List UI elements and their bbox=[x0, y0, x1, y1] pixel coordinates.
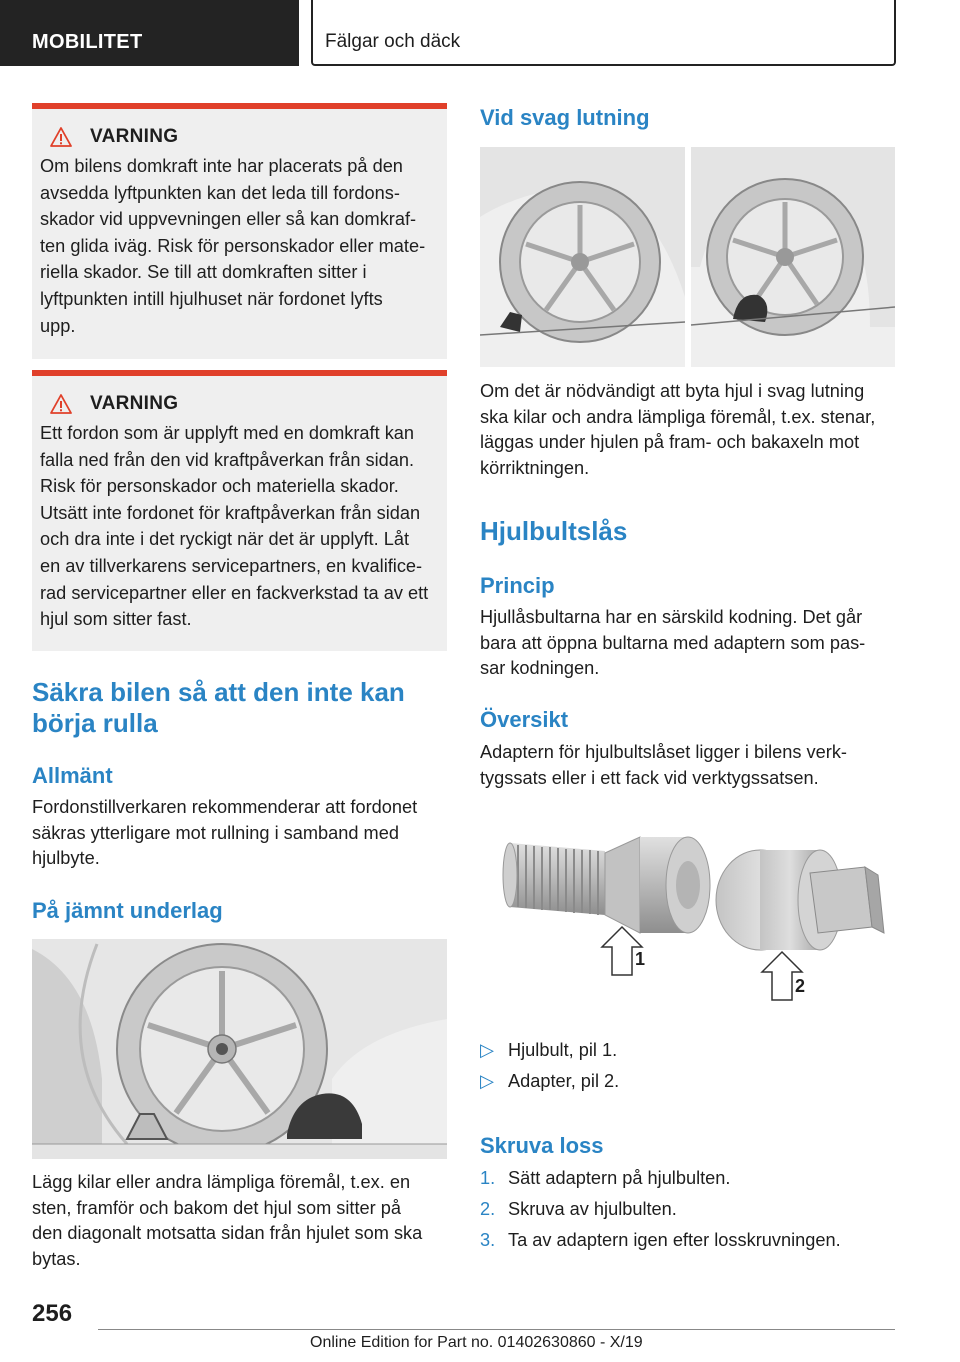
warning-triangle-icon bbox=[50, 394, 72, 414]
text-line: Om bilens domkraft inte har placerats på den bbox=[40, 156, 403, 176]
list-item-text: Adapter, pil 2. bbox=[508, 1071, 620, 1091]
list-item-text: Hjulbult, pil 1. bbox=[508, 1040, 618, 1060]
heading-principle: Princip bbox=[480, 573, 555, 598]
text-line: säkras ytterligare mot rullning i samband med bbox=[32, 822, 399, 843]
heading-overview: Översikt bbox=[480, 707, 569, 732]
text-line: tygssats eller i ett fack vid verktygssatsen. bbox=[480, 767, 819, 788]
heading-general: Allmänt bbox=[32, 763, 113, 788]
list-item bbox=[480, 1066, 619, 1097]
text-line: Lägg kilar eller andra lämpliga föremål, t.ex. en bbox=[32, 1172, 411, 1192]
text-line: läggas under hjulen på fram- och bakaxeln mot bbox=[480, 432, 860, 452]
list-item bbox=[480, 1194, 841, 1225]
title-line: Säkra bilen så att den inte kan bbox=[32, 677, 405, 707]
text-line: Risk för personskador och materiella skador. bbox=[40, 476, 399, 497]
text-line: den diagonalt motsatta sidan från hjulet som ska bbox=[32, 1223, 423, 1243]
text-line: avsedda lyftpunkten kan det leda till fordons- bbox=[40, 182, 400, 203]
text-line: och dra inte i det ryckigt när det är upplyft. Låt bbox=[40, 529, 409, 550]
paragraph-overview bbox=[480, 740, 847, 791]
text-line: bara att öppna bultarna med adaptern som pas- bbox=[480, 632, 866, 653]
text-line: skador vid uppvevningen eller så kan domkraf- bbox=[40, 209, 417, 230]
triangle-marker-icon: ▷ bbox=[480, 1071, 494, 1091]
figure-wheel-flat-ground bbox=[32, 939, 447, 1159]
warning-triangle-icon bbox=[50, 127, 72, 147]
list-item-text: Sätt adaptern på hjulbulten. bbox=[508, 1168, 731, 1188]
warning-title-text: VARNING bbox=[90, 393, 179, 414]
steps-list bbox=[480, 1163, 841, 1256]
paragraph-flat-ground bbox=[32, 1170, 422, 1272]
text-line: Fordonstillverkaren rekommenderar att fordonet bbox=[32, 797, 418, 817]
text-line: Utsätt inte fordonet för kraftpåverkan från sidan bbox=[40, 502, 421, 523]
list-item bbox=[480, 1163, 841, 1194]
text-line: Om det är nödvändigt att byta hjul i svag lutning bbox=[480, 381, 865, 401]
warning-title-text: VARNING bbox=[90, 126, 179, 147]
text-line: Ett fordon som är upplyft med en domkraft kan bbox=[40, 423, 415, 443]
text-line: Adaptern för hjulbultslåset ligger i bilens verk- bbox=[480, 742, 847, 762]
text-line: lyftpunkten intill hjulhuset när fordonet lyfts bbox=[40, 288, 383, 309]
text-line: hjulbyte. bbox=[32, 848, 100, 868]
page-number: 256 bbox=[32, 1300, 73, 1327]
text-line: sten, framför och bakom det hjul som sitter på bbox=[32, 1197, 401, 1218]
callout-bolt: 1 bbox=[635, 949, 646, 969]
heading-slight-slope: Vid svag lutning bbox=[480, 105, 650, 130]
text-line: ten glida iväg. Risk för personskador eller mate- bbox=[40, 235, 426, 256]
figure-wheels-slope bbox=[480, 147, 895, 367]
paragraph-slight-slope bbox=[480, 379, 875, 481]
text-line: körriktningen. bbox=[480, 457, 590, 478]
warning-text bbox=[40, 153, 437, 339]
list-item-text: Skruva av hjulbulten. bbox=[508, 1199, 677, 1219]
text-line: upp. bbox=[40, 315, 76, 336]
warning-text bbox=[40, 420, 437, 633]
text-line: bytas. bbox=[32, 1248, 81, 1269]
warning-box-jack bbox=[32, 103, 447, 359]
footer-divider bbox=[98, 1329, 895, 1330]
section-tab: MOBILITET bbox=[0, 0, 299, 66]
text-line: en av tillverkarens servicepartners, en kvalifice- bbox=[40, 555, 423, 576]
step-number: 1. bbox=[480, 1168, 496, 1188]
section-title-secure-car bbox=[32, 677, 405, 739]
warning-title bbox=[50, 392, 437, 416]
list-item bbox=[480, 1225, 841, 1256]
paragraph-principle bbox=[480, 605, 865, 682]
text-line: rad servicepartner eller en fackverkstad ta av ett bbox=[40, 582, 429, 603]
section-title-wheel-lock: Hjulbultslås bbox=[480, 516, 628, 546]
figure-lock-bolt-adapter bbox=[480, 815, 895, 1005]
parts-list bbox=[480, 1035, 619, 1097]
warning-box-lifted-vehicle bbox=[32, 370, 447, 651]
text-line: sar kodningen. bbox=[480, 658, 600, 678]
footer-edition: Online Edition for Part no. 01402630860 - X/19 bbox=[310, 1334, 643, 1351]
heading-flat-ground: På jämnt underlag bbox=[32, 898, 223, 923]
topic-tab: Fälgar och däck bbox=[311, 0, 896, 66]
callout-adapter: 2 bbox=[795, 976, 806, 996]
list-item bbox=[480, 1035, 619, 1066]
text-line: riella skador. Se till att domkraften sitter i bbox=[40, 262, 367, 283]
paragraph-general bbox=[32, 795, 417, 872]
warning-title bbox=[50, 125, 437, 149]
text-line: falla ned från den vid kraftpåverkan från sidan. bbox=[40, 449, 415, 470]
step-number: 2. bbox=[480, 1199, 496, 1219]
title-line: börja rulla bbox=[32, 708, 158, 738]
list-item-text: Ta av adaptern igen efter losskruvningen. bbox=[508, 1230, 841, 1250]
text-line: Hjullåsbultarna har en särskild kodning. Det går bbox=[480, 607, 863, 627]
triangle-marker-icon: ▷ bbox=[480, 1040, 494, 1060]
heading-loosen: Skruva loss bbox=[480, 1133, 604, 1158]
text-line: hjul som sitter fast. bbox=[40, 609, 192, 630]
text-line: ska kilar och andra lämpliga föremål, t.ex. stenar, bbox=[480, 406, 876, 427]
step-number: 3. bbox=[480, 1230, 496, 1250]
